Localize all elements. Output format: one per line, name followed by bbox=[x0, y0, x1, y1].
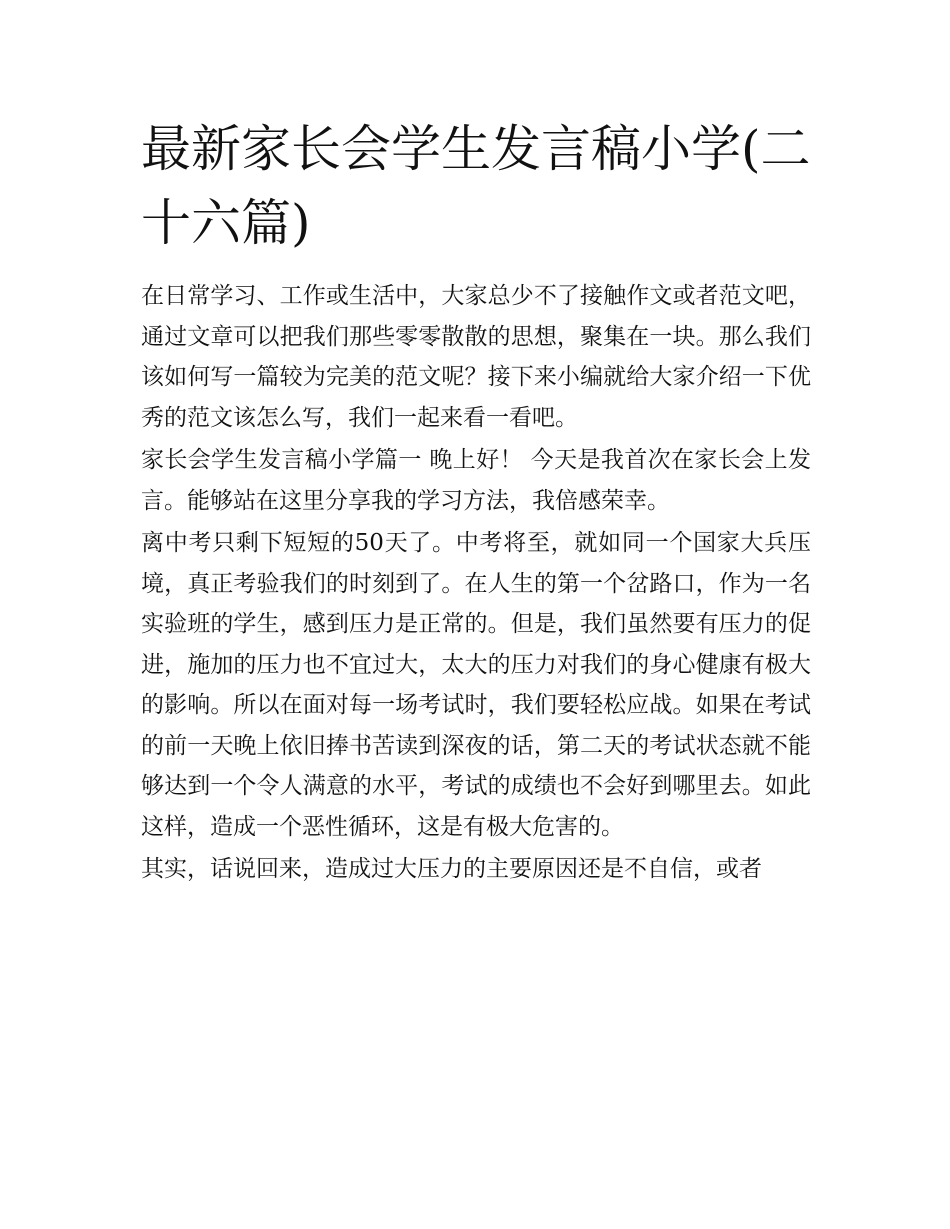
exam-pressure-paragraph: 离中考只剩下短短的50天了。中考将至，就如同一个国家大兵压境，真正考验我们的时刻到了。在人生的第一个岔路口，作为一名实验班的学生，感到压力是正常的。但是，我们虽然要有压力的促进，施加的压力也不宜过大，太大的压力对我们的身心健康有极大的影响。所以在面对每一场考试时，我们要轻松应战。如果在考试的前一天晚上依旧捧书苦读到深夜的话，第二天的考试状态就不能够达到一个令人满意的水平，考试的成绩也不会好到哪里去。如此这样，造成一个恶性循环，这是有极大危害的。 bbox=[141, 530, 811, 840]
speech-opening-paragraph: 家长会学生发言稿小学篇一 晚上好！ 今天是我首次在家长会上发言。能够站在这里分享我的学习方法，我倍感荣幸。 bbox=[141, 447, 811, 514]
intro-paragraph: 在日常学习、工作或生活中，大家总少不了接触作文或者范文吧，通过文章可以把我们那些零零散散的思想，聚集在一块。那么我们该如何写一篇较为完美的范文呢？接下来小编就给大家介绍一下优秀的范文该怎么写，我们一起来看一看吧。 bbox=[141, 283, 811, 431]
document-title: 最新家长会学生发言稿小学(二十六篇) bbox=[141, 120, 811, 252]
document-page bbox=[141, 112, 811, 890]
document-body bbox=[141, 276, 811, 890]
confidence-paragraph: 其实，话说回来，造成过大压力的主要原因还是不自信，或者 bbox=[141, 856, 762, 882]
